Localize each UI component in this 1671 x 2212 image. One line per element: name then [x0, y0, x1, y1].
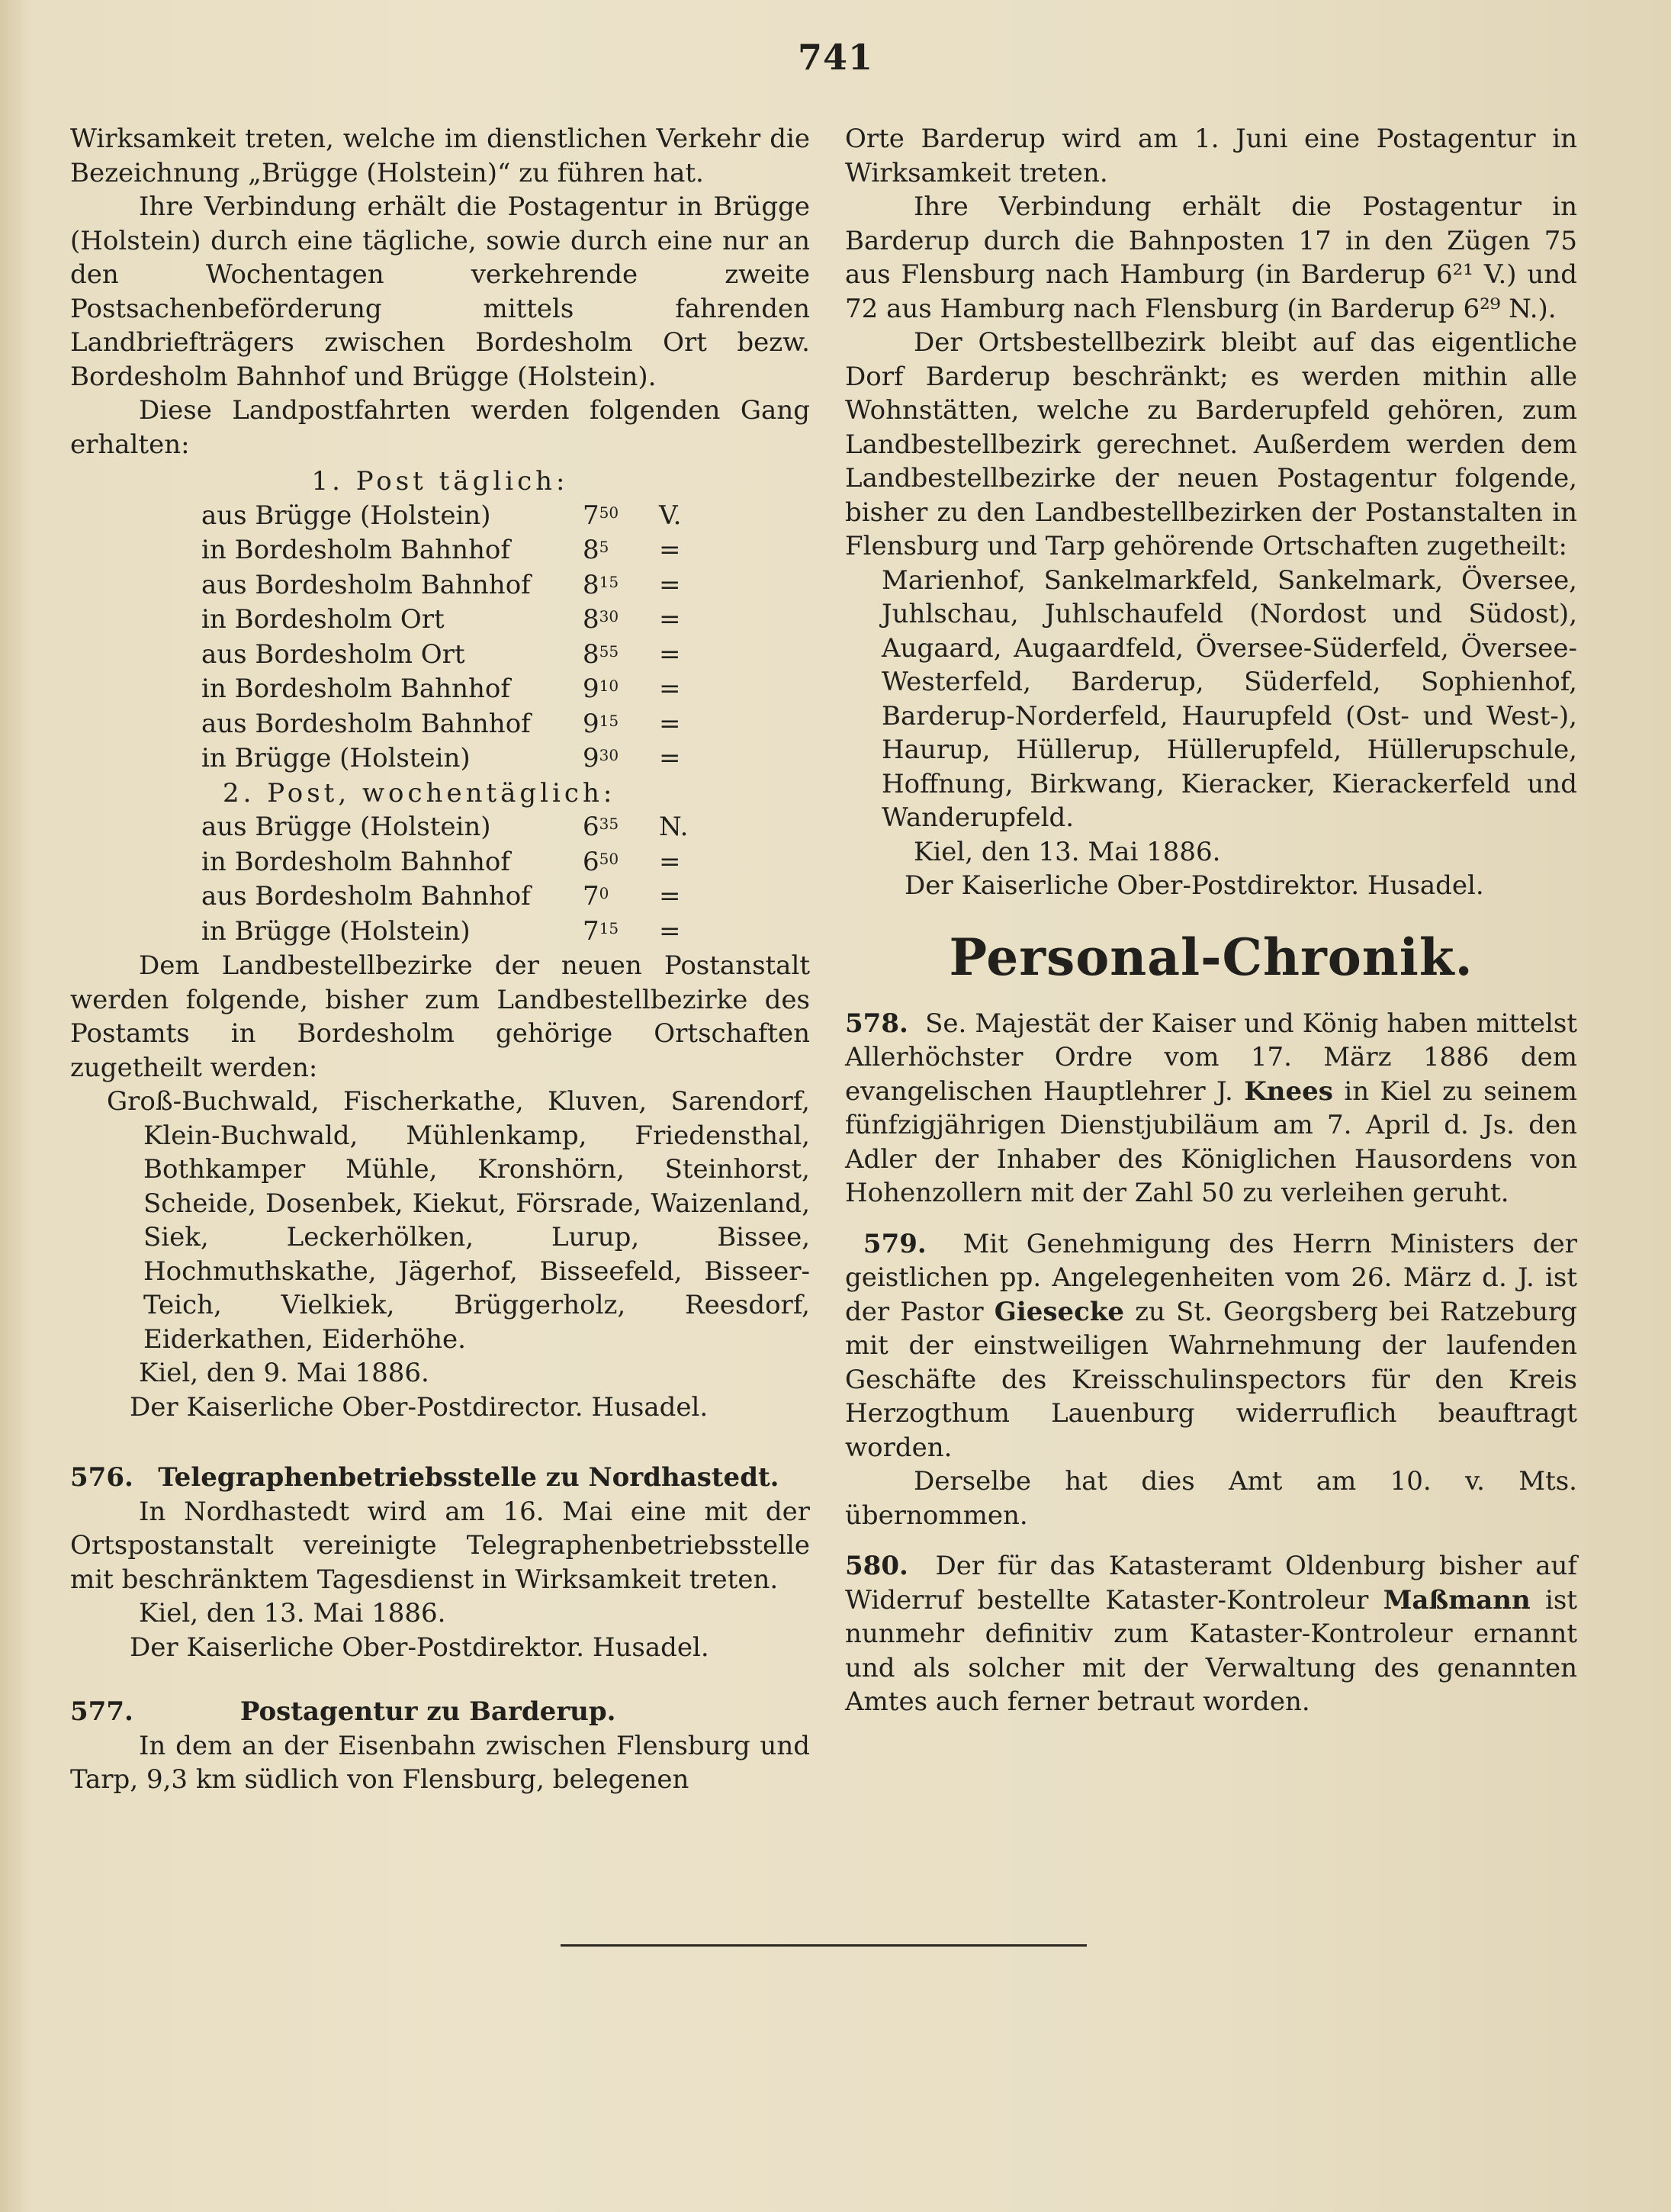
left-column	[70, 122, 810, 1797]
person-name: Maßmann	[1383, 1584, 1531, 1616]
date-line: Kiel, den 13. Mai 1886.	[914, 836, 1221, 867]
footer-rule	[561, 1944, 1087, 1947]
schedule-row: in Bordesholm Ort $8^{30}$ =	[201, 604, 681, 635]
section-number: 579.	[863, 1228, 927, 1259]
schedule-row: in Brügge (Holstein) $9^{30}$ =	[201, 743, 681, 773]
section-text: In dem an der Eisenbahn zwischen Flensburg und Tarp, 9,3 km südlich von Flensburg, belegenen	[70, 1730, 810, 1795]
places-list: Marienhof, Sankelmarkfeld, Sankelmark, Översee, Juhlschau, Juhlschaufeld (Nordost und Südost), Augaard, Augaardfeld, Översee-Süderfeld, Översee-Westerfeld, Barderup, Süderfeld, Sophienhof, Barderup-Norderfeld, Haurupfeld (Ost- und West-), Haurup, Hüllerup, Hüllerupfeld, Hüllerupschule, Hoffnung, Birkwang, Kieracker, Kierackerfeld und Wanderupfeld.	[882, 564, 1577, 833]
schedule-row: in Bordesholm Bahnhof $9^{10}$ =	[201, 674, 681, 704]
places-list: Groß-Buchwald, Fischerkathe, Kluven, Sarendorf, Klein-Buchwald, Mühlenkamp, Friedensthal, Bothkamper Mühle, Kronshörn, Steinhorst, Scheide, Dosenbek, Kiekut, Försrade, Waizenland, Siek, Leckerhölken, Lurup, Bissee, Hochmuthskathe, Jägerhof, Bisseefeld, Bisseer-Teich, Vielkiek, Brüggerholz, Reesdorf, Eiderkathen, Eiderhöhe.	[107, 1086, 810, 1355]
section-text: Derselbe hat dies Amt am 10. v. Mts. übernommen.	[845, 1466, 1577, 1531]
post2-schedule	[201, 810, 810, 949]
date-line: Kiel, den 13. Mai 1886.	[139, 1598, 446, 1628]
date-line: Kiel, den 9. Mai 1886.	[139, 1358, 429, 1388]
section-number: 578.	[845, 1008, 908, 1039]
assignment-paragraph: Dem Landbestellbezirke der neuen Postanstalt werden folgende, bisher zum Landbestellbezirke des Postamts in Bordesholm gehörige Ortschaften zugetheilt werden:	[70, 950, 810, 1083]
routes-intro: Diese Landpostfahrten werden folgenden Gang erhalten:	[70, 395, 810, 460]
schedule-row: aus Bordesholm Bahnhof $7^0$ =	[201, 881, 681, 911]
section-number: 580.	[845, 1551, 908, 1581]
section-title: Telegraphenbetriebsstelle zu Nordhastedt.	[158, 1462, 779, 1493]
section-text: In Nordhastedt wird am 16. Mai eine mit der Ortspostanstalt vereinigte Telegraphenbetriebsstelle mit beschränktem Tagesdienst in Wirksamkeit treten.	[70, 1496, 810, 1595]
section-title: Postagentur zu Barderup.	[239, 1696, 616, 1727]
section-577	[70, 1695, 810, 1797]
connection-paragraph: Ihre Verbindung erhält die Postagentur in Brügge (Holstein) durch eine tägliche, sowie durch eine nur an den Wochentagen verkehrende zweite Postsachenbeförderung mittels fahrenden Landbriefträgers zwischen Bordesholm Ort bezw. Bordesholm Bahnhof und Brügge (Holstein).	[70, 191, 810, 392]
section-576	[70, 1461, 810, 1664]
schedule-row: in Bordesholm Bahnhof $6^{50}$ =	[201, 846, 681, 877]
signature-line: Der Kaiserliche Ober-Postdirector. Husadel.	[130, 1391, 709, 1423]
section-number: 577.	[70, 1696, 133, 1727]
schedule-row: in Bordesholm Bahnhof $8^5$ =	[201, 535, 681, 565]
post1-heading: 1. Post täglich:	[311, 466, 569, 497]
section-578: 578. Se. Majestät der Kaiser und König haben mittelst Allerhöchster Ordre vom 17. März 1886 dem evangelischen Hauptlehrer J. Knees in Kiel zu seinem fünfzigjährigen Dienstjubiläum am 7. April d. Js. den Adler der Inhaber des Königlichen Hausordens von Hohenzollern mit der Zahl 50 zu verleihen geruht.	[845, 1008, 1578, 1208]
section-heading: Personal-Chronik.	[949, 927, 1473, 987]
signature-line: Der Kaiserliche Ober-Postdirektor. Husadel.	[905, 870, 1484, 901]
person-name: Knees	[1244, 1075, 1333, 1107]
section-580: 580. Der für das Katasteramt Oldenburg bisher auf Widerruf bestellte Kataster-Kontroleur Maßmann ist nunmehr definitiv zum Kataster-Kontroleur ernannt und als solcher mit der Verwaltung des genannten Amtes auch ferner betraut worden.	[845, 1551, 1578, 1717]
section-579: 579. Mit Genehmigung des Herrn Ministers der geistlichen pp. Angelegenheiten vom 26. März d. J. ist der Pastor Giesecke zu St. Georgsberg bei Ratzeburg mit der einstweiligen Wahrnehmung der laufenden Geschäfte des Kreisschulinspectors für den Kreis Herzogthum Lauenburg widerruflich beauftragt worden. Derselbe hat dies Amt am 10. v. Mts. übernommen.	[845, 1227, 1577, 1533]
schedule-row: aus Bordesholm Bahnhof $9^{15}$ =	[201, 708, 681, 739]
schedule-row: aus Brügge (Holstein) $7^{50}$ V.	[201, 500, 682, 531]
continued-paragraph: Wirksamkeit treten, welche im dienstlichen Verkehr die Bezeichnung „Brügge (Holstein)“ zu führen hat.	[70, 124, 810, 188]
right-column	[845, 122, 1577, 1719]
post1-schedule	[201, 499, 810, 776]
section-number: 576.	[70, 1462, 133, 1493]
signature-line: Der Kaiserliche Ober-Postdirektor. Husadel.	[130, 1632, 709, 1663]
page-number: 741	[797, 37, 874, 78]
schedule-row: aus Bordesholm Bahnhof $8^{15}$ =	[201, 569, 681, 600]
post2-heading: 2. Post, wochentäglich:	[223, 777, 616, 809]
schedule-row: aus Brügge (Holstein) $6^{35}$ N.	[201, 812, 689, 842]
connection-paragraph: Ihre Verbindung erhält die Postagentur in Barderup durch die Bahnposten 17 in den Zügen 75 aus Flensburg nach Hamburg (in Barderup 6²¹ V.) und 72 aus Hamburg nach Flensburg (in Barderup 6²⁹ N.).	[845, 191, 1577, 324]
schedule-row: in Brügge (Holstein) $7^{15}$ =	[201, 915, 681, 947]
continued-paragraph: Orte Barderup wird am 1. Juni eine Postagentur in Wirksamkeit treten.	[845, 124, 1577, 188]
schedule-row: aus Bordesholm Ort $8^{55}$ =	[201, 638, 681, 670]
delivery-paragraph: Der Ortsbestellbezirk bleibt auf das eigentliche Dorf Barderup beschränkt; es werden mithin alle Wohnstätten, welche zu Barderupfeld gehören, zum Landbestellbezirk gerechnet. Außerdem werden dem Landbestellbezirke der neuen Postagentur folgende, bisher zu den Landbestellbezirken der Postanstalten in Flensburg und Tarp gehörende Ortschaften zugetheilt:	[845, 327, 1577, 561]
person-name: Giesecke	[994, 1296, 1125, 1327]
